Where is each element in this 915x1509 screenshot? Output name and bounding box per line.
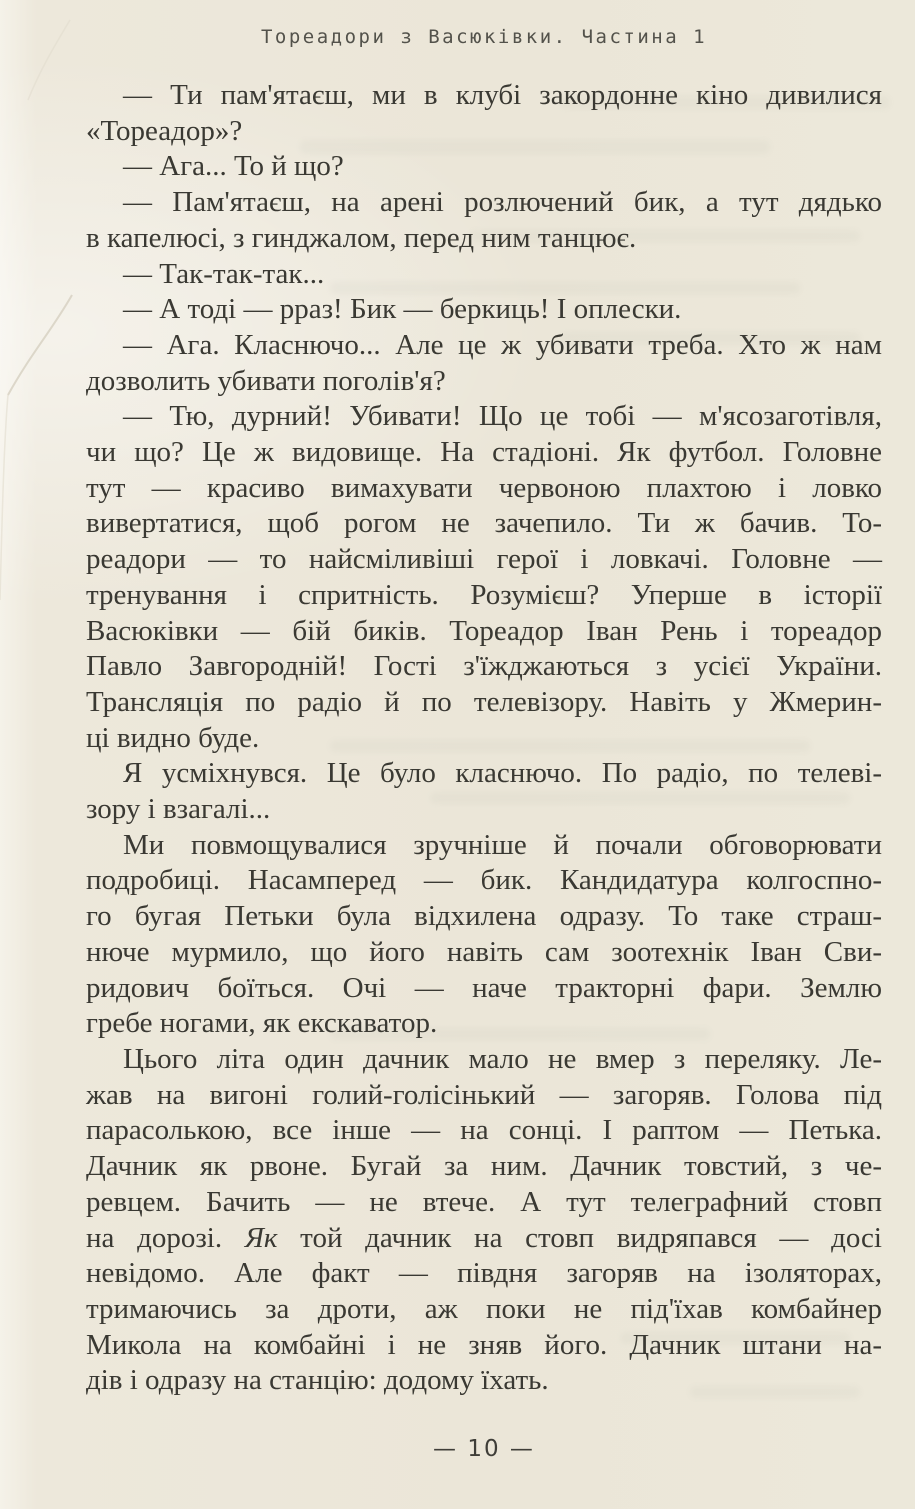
text-line: вивертатися, щоб рогом не зачепило. Ти ж бачив. То- bbox=[86, 507, 882, 540]
text-line: Микола на комбайні і не зняв його. Дачник штани на- bbox=[86, 1328, 882, 1361]
paragraph bbox=[86, 78, 882, 149]
text-line: подробиці. Насамперед — бик. Кандидатура колгоспно- bbox=[86, 864, 882, 897]
text-line: чи що? Це ж видовище. На стадіоні. Як футбол. Головне bbox=[86, 436, 882, 469]
text-line: на дорозі. Як той дачник на стовп видряпався — досі bbox=[86, 1221, 882, 1254]
text-line: дозволить убивати поголів'я? bbox=[86, 364, 446, 397]
text-line: тут — красиво вимахувати червоною плахтою і ловко bbox=[86, 471, 882, 504]
text-line: Васюківки — бій биків. Тореадор Іван Рень і тореадор bbox=[86, 614, 882, 647]
text-line: жав на вигоні голий-голісінький — загоряв. Голова під bbox=[86, 1078, 882, 1111]
text-line: — Ага. Класнючо... Але це ж убивати треба. Хто ж нам bbox=[123, 328, 882, 361]
text-line: парасолькою, все інше — на сонці. І раптом — Петька. bbox=[86, 1114, 882, 1147]
text-line: го бугая Петьки була відхилена одразу. То таке страш- bbox=[86, 900, 882, 933]
body-text bbox=[86, 78, 882, 1399]
text-line: тримаючись за дроти, аж поки не під'їхав комбайнер bbox=[86, 1292, 882, 1325]
text-line: зору і взагалі... bbox=[86, 793, 271, 826]
text-line: реадори — то найсміливіші герої і ловкачі. Головне — bbox=[86, 543, 882, 576]
text-line: — Так-так-так... bbox=[123, 257, 325, 290]
paragraph bbox=[86, 257, 882, 293]
paragraph bbox=[86, 1042, 882, 1399]
text-line: Дачник як рвоне. Бугай за ним. Дачник товстий, з че- bbox=[86, 1150, 882, 1183]
text-line: — А тоді — рраз! Бик — беркиць! І оплески. bbox=[123, 293, 682, 326]
paragraph bbox=[86, 828, 882, 1042]
paragraph bbox=[86, 185, 882, 256]
text-line: Ми повмощувалися зручніше й почали обговорювати bbox=[123, 828, 882, 861]
text-line: — Ага... То й що? bbox=[123, 150, 344, 183]
running-header: Тореадори з Васюківки. Частина 1 bbox=[260, 26, 708, 48]
text-line: — Пам'ятаєш, на арені розлючений бик, а тут дядько bbox=[123, 186, 882, 219]
text-line: Цього літа один дачник мало не вмер з переляку. Ле- bbox=[123, 1042, 882, 1075]
text-line: ревцем. Бачить — не втече. А тут телеграфний стовп bbox=[86, 1185, 882, 1218]
paragraph bbox=[86, 399, 882, 756]
paragraph bbox=[86, 292, 882, 328]
paragraph bbox=[86, 756, 882, 827]
page-number: — 10 — bbox=[433, 1436, 535, 1462]
text-line: тренування і спритність. Розумієш? Уперше в історії bbox=[86, 578, 882, 611]
text-line: дів і одразу на станцію: додому їхать. bbox=[86, 1364, 549, 1397]
paragraph bbox=[86, 149, 882, 185]
text-line: Я усміхнувся. Це було класнючо. По радіо, по телеві- bbox=[123, 757, 882, 790]
text-line: в капелюсі, з гинджалом, перед ним танцює. bbox=[86, 221, 637, 254]
text-line: «Тореадор»? bbox=[86, 114, 243, 147]
paragraph bbox=[86, 328, 882, 399]
text-line: ці видно буде. bbox=[86, 721, 260, 754]
text-line: Павло Завгородній! Гості з'їжджаються з усієї України. bbox=[86, 650, 882, 683]
text-line: — Тю, дурний! Убивати! Що це тобі — м'ясозаготівля, bbox=[123, 400, 882, 433]
text-line: ридович боїться. Очі — наче тракторні фари. Землю bbox=[86, 971, 882, 1004]
text-line: гребе ногами, як екскаватор. bbox=[86, 1007, 438, 1040]
text-line: — Ти пам'ятаєш, ми в клубі закордонне кіно дивилися bbox=[123, 79, 882, 111]
text-line: нюче мурмило, що його навіть сам зоотехнік Іван Сви- bbox=[86, 935, 882, 968]
text-line: Трансляція по радіо й по телевізору. Навіть у Жмерин- bbox=[86, 685, 882, 718]
text-line: невідомо. Але факт — півдня загоряв на ізоляторах, bbox=[86, 1257, 882, 1290]
